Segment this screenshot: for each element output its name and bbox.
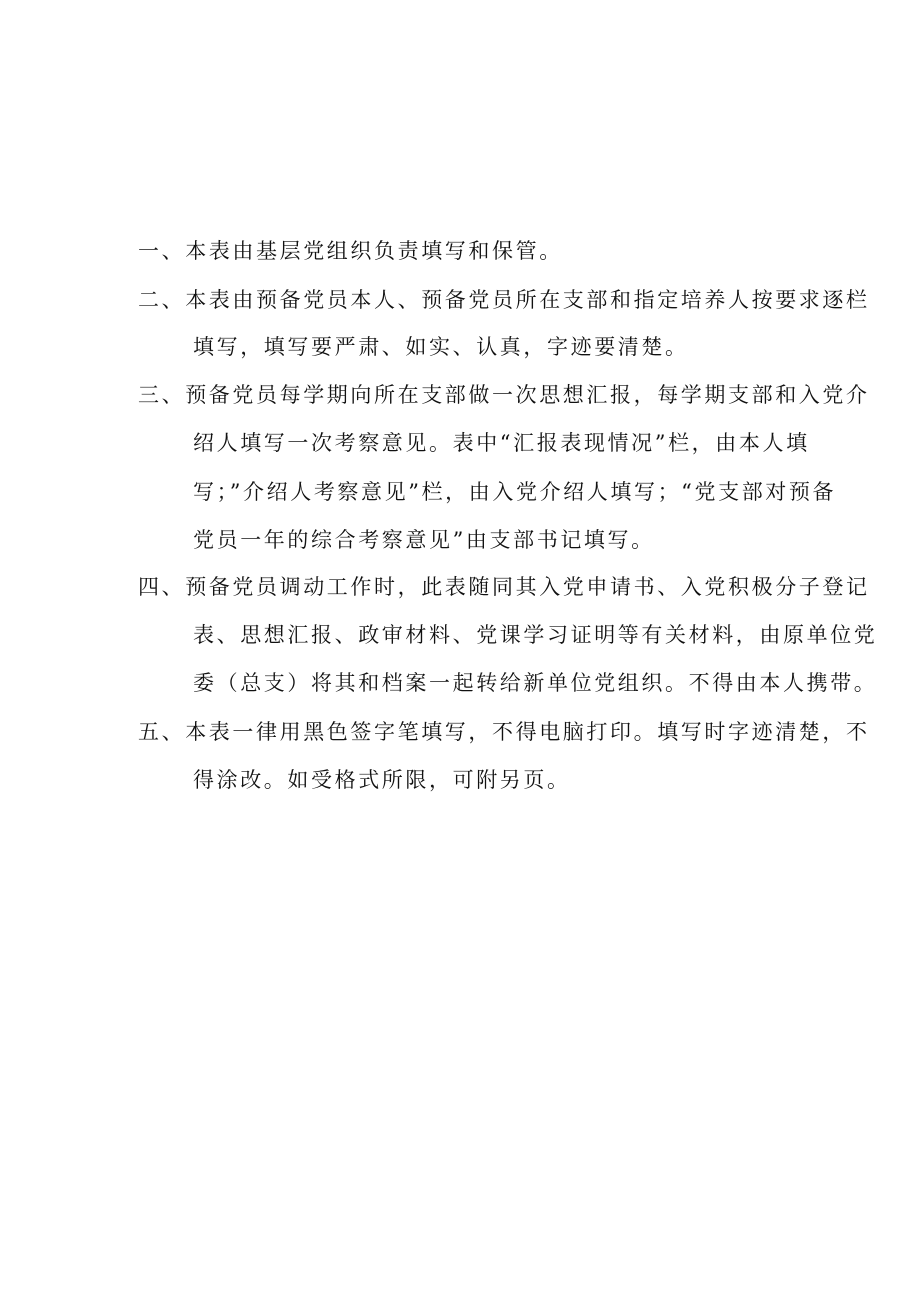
instruction-4-number: 四、 bbox=[138, 575, 186, 599]
instruction-2-line-2: 填写，填写要严肃、如实、认真，字迹要清楚。 bbox=[193, 335, 689, 359]
instruction-4-line-1 bbox=[138, 573, 870, 601]
instruction-2-text-1: 本表由预备党员本人、预备党员所在支部和指定培养人按要求逐栏 bbox=[185, 288, 870, 312]
instruction-5-text-1: 本表一律用黑色签字笔填写，不得电脑打印。填写时字迹清楚，不 bbox=[185, 720, 870, 744]
instruction-4-line-3: 委（总支）将其和档案一起转给新单位党组织。不得由本人携带。 bbox=[193, 671, 878, 695]
instruction-1-number: 一、 bbox=[138, 239, 186, 263]
instruction-1-text: 本表由基层党组织负责填写和保管。 bbox=[185, 239, 563, 263]
instruction-5-line-2: 得涂改。如受格式所限，可附另页。 bbox=[193, 768, 571, 792]
instruction-4-text-1: 预备党员调动工作时，此表随同其入党申请书、入党积极分子登记 bbox=[185, 575, 870, 599]
instruction-2-line-1 bbox=[138, 286, 870, 314]
instruction-5-number: 五、 bbox=[138, 720, 186, 744]
instruction-4-line-2: 表、思想汇报、政审材料、党课学习证明等有关材料，由原单位党 bbox=[193, 623, 878, 647]
instruction-3-line-1 bbox=[138, 381, 870, 409]
instruction-5-line-1 bbox=[138, 718, 870, 746]
instruction-2-number: 二、 bbox=[138, 288, 186, 312]
instruction-3-number: 三、 bbox=[138, 383, 186, 407]
instruction-3-line-3: 写；”介绍人考察意见”栏，由入党介绍人填写；“党支部对预备 bbox=[193, 480, 837, 504]
instruction-3-line-2: 绍人填写一次考察意见。表中“汇报表现情况”栏，由本人填 bbox=[193, 431, 810, 455]
instruction-3-text-1: 预备党员每学期向所在支部做一次思想汇报，每学期支部和入党介 bbox=[185, 383, 870, 407]
instruction-1-line-1 bbox=[138, 237, 563, 265]
instruction-3-line-4: 党员一年的综合考察意见”由支部书记填写。 bbox=[193, 528, 655, 552]
